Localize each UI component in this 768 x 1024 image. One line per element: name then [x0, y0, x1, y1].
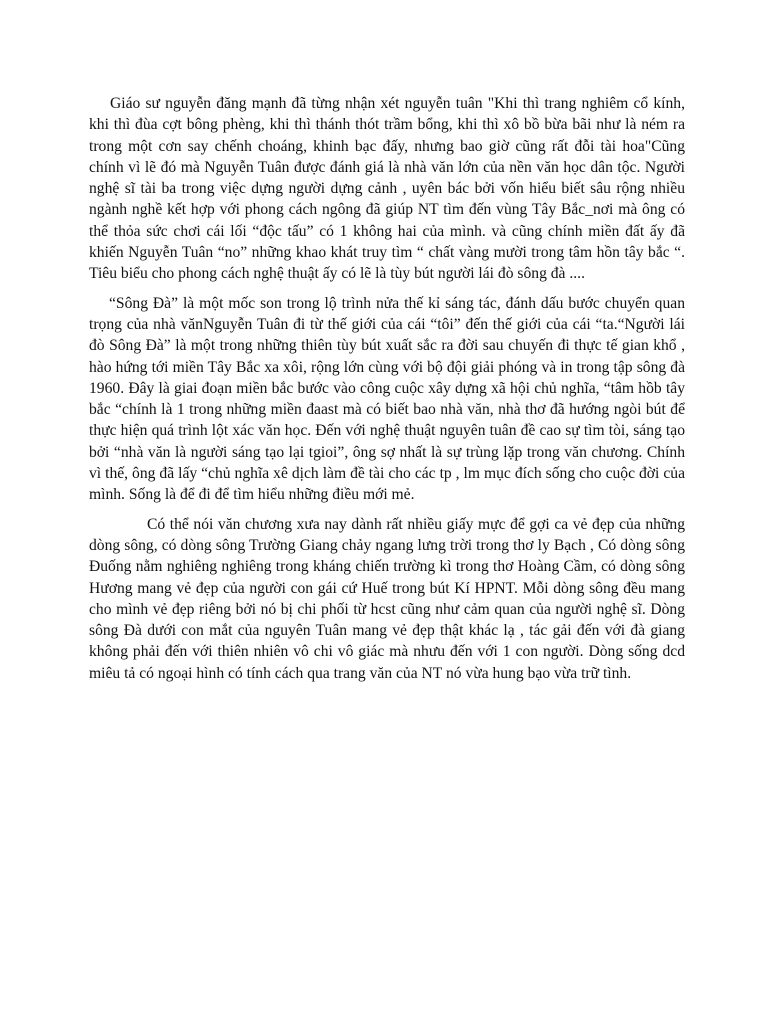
- paragraph-1: Giáo sư nguyễn đăng mạnh đã từng nhận xét nguyễn tuân "Khi thì trang nghiêm cổ kính, khi thì đùa cợt bông phèng, khi thì thánh thót trầm bổng, khi thì xô bồ bừa bãi như là ném ra trong một cơn say chếnh choáng, khinh bạc đấy, nhưng bao giờ cũng rất đỗi tài hoa"Cũng chính vì lẽ đó mà Nguyễn Tuân được đánh giá là nhà văn lớn của nền văn học dân tộc. Người nghệ sĩ tài ba trong việc dựng người dựng cảnh , uyên bác bởi vốn hiểu biết sâu rộng nhiều ngành nghề kết hợp với phong cách ngông đã giúp NT tìm đến vùng Tây Bắc_nơi mà ông có thể thỏa sức chơi cái lối “độc tấu” có 1 không hai của mình. và cũng chính miền đất ấy đã khiến Nguyễn Tuân “no” những khao khát truy tìm “ chất vàng mười trong tâm hồn tây bắc “. Tiêu biểu cho phong cách nghệ thuật ấy có lẽ là tùy bút người lái đò sông đà ....: [89, 95, 685, 283]
- paragraph-3: Có thể nói văn chương xưa nay dành rất nhiều giấy mực để gợi ca vẻ đẹp của những dòng sông, có dòng sông Trường Giang chảy ngang lưng trời trong thơ ly Bạch , Có dòng sông Đuống nằm nghiêng nghiêng trong kháng chiến trường kì trong thơ Hoàng Cầm, có dòng sông Hương mang vẻ đẹp của người con gái cứ Huế trong bút Kí HPNT. Mỗi dòng sông đều mang cho mình vẻ đẹp riêng bởi nó bị chi phối từ hcst cũng như cảm quan của người nghệ sĩ. Dòng sông Đà dưới con mắt của nguyên Tuân mang vẻ đẹp thật khác lạ , tác gải đến với đà giang không phải đến với thiên nhiên vô chi vô giác mà nhưu đến với 1 con người. Dòng sống dcd miêu tả có ngoại hình có tính cách qua trang văn của NT nó vừa hung bạo vừa trữ tình.: [89, 515, 685, 682]
- paragraph-2: “Sông Đà” là một mốc son trong lộ trình nửa thế kỉ sáng tác, đánh dấu bước chuyển quan trọng của nhà vănNguyễn Tuân đi từ thế giới của cái “tôi” đến thế giới của cái “ta.“Người lái đò Sông Đà” là một trong những thiên tùy bút xuất sắc ra đời sau chuyến đi thực tế gian khổ , hào hứng tới miền Tây Bắc xa xôi, rộng lớn cùng với bộ đội giải phóng và in trong tập sông đà 1960. Đây là giai đoạn miền bắc bước vào công cuộc xây dựng xã hội chủ nghĩa, “tâm hồb tây bắc “chính là 1 trong những miền đaast mà có biết bao nhà văn, nhà thơ đã hướng ngòi bút để thực hiện quá trình lột xác văn học. Đến với nghệ thuật nguyên tuân đề cao sự tìm tòi, sáng tạo bởi “nhà văn là người sáng tạo lại tgioi”, ông sợ nhất là sự trùng lặp trong văn chương. Chính vì thế, ông đã lấy “chủ nghĩa xê dịch làm đề tài cho các tp , lm mục đích sống cho cuộc đời của mình. Sống là để đi để tìm hiểu những điều mới mẻ.: [89, 294, 685, 504]
- document-body: [89, 93, 685, 684]
